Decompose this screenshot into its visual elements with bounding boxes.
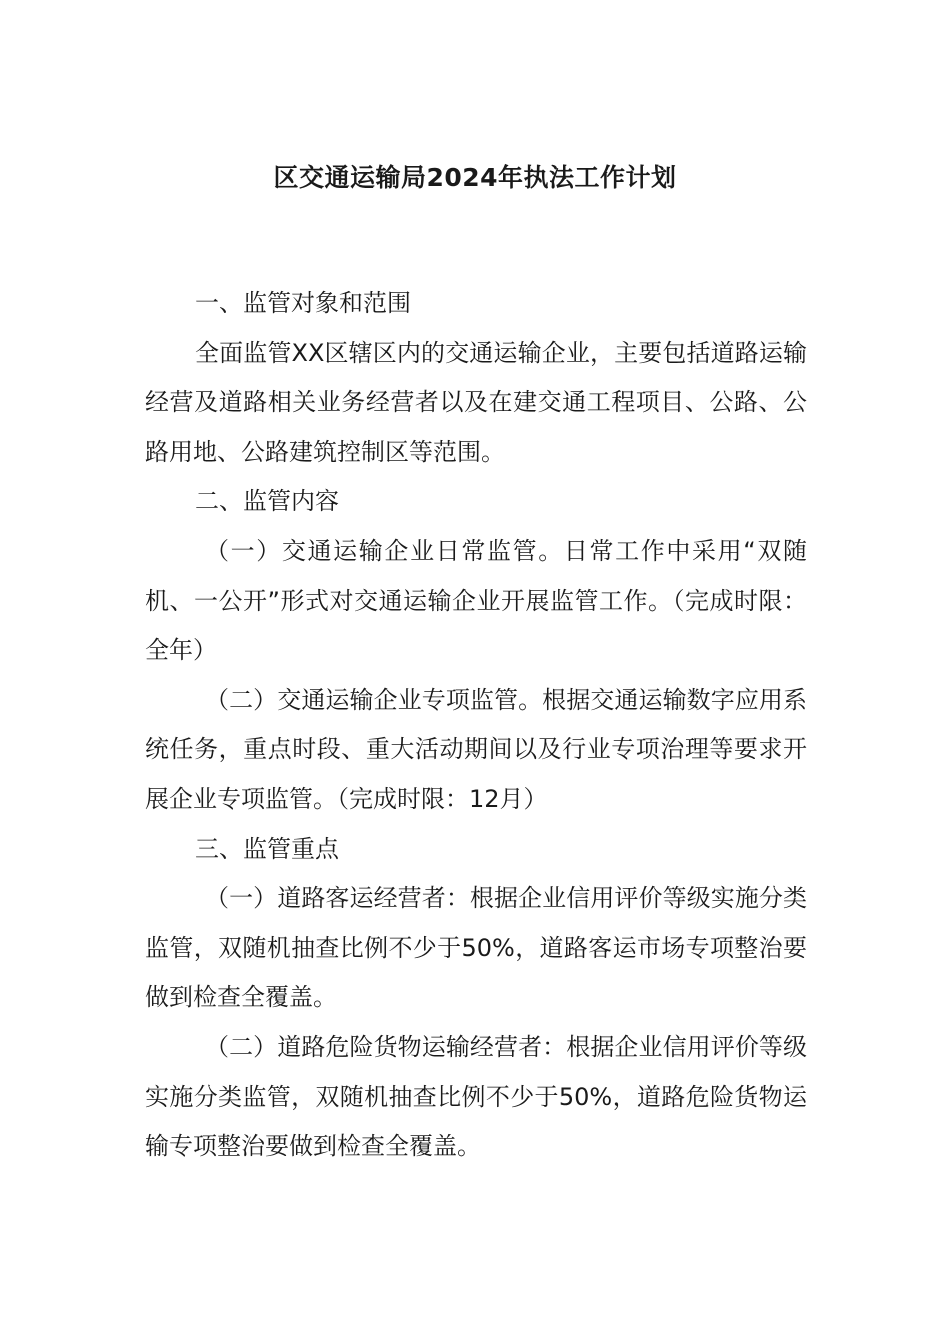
paragraph-hazardous-goods: （二）道路危险货物运输经营者：根据企业信用评价等级实施分类监管，双随机抽查比例不少于50%，道路危险货物运输专项整治要做到检查全覆盖。 xyxy=(145,1032,807,1161)
section-heading-1: 一、监管对象和范围 xyxy=(195,289,411,317)
section-heading-2: 二、监管内容 xyxy=(195,487,339,516)
paragraph-passenger-transport: （一）道路客运经营者：根据企业信用评价等级实施分类监管，双随机抽查比例不少于50%，道路客运市场专项整治要做到检查全覆盖。 xyxy=(145,884,807,1012)
paragraph-daily-supervision: （一）交通运输企业日常监管。日常工作中采用“双随机、一公开”形式对交通运输企业开展监管工作。（完成时限：全年） xyxy=(145,536,807,665)
section-heading-3: 三、监管重点 xyxy=(195,834,339,863)
paragraph-scope: 全面监管XX区辖区内的交通运输企业，主要包括道路运输经营及道路相关业务经营者以及在建交通工程项目、公路、公路用地、公路建筑控制区等范围。 xyxy=(145,338,807,466)
document-title: 区交通运输局2024年执法工作计划 xyxy=(273,163,677,192)
paragraph-special-supervision: （二）交通运输企业专项监管。根据交通运输数字应用系统任务，重点时段、重大活动期间以及行业专项治理等要求开展企业专项监管。（完成时限：12月） xyxy=(145,685,807,813)
document-body xyxy=(145,279,807,1172)
